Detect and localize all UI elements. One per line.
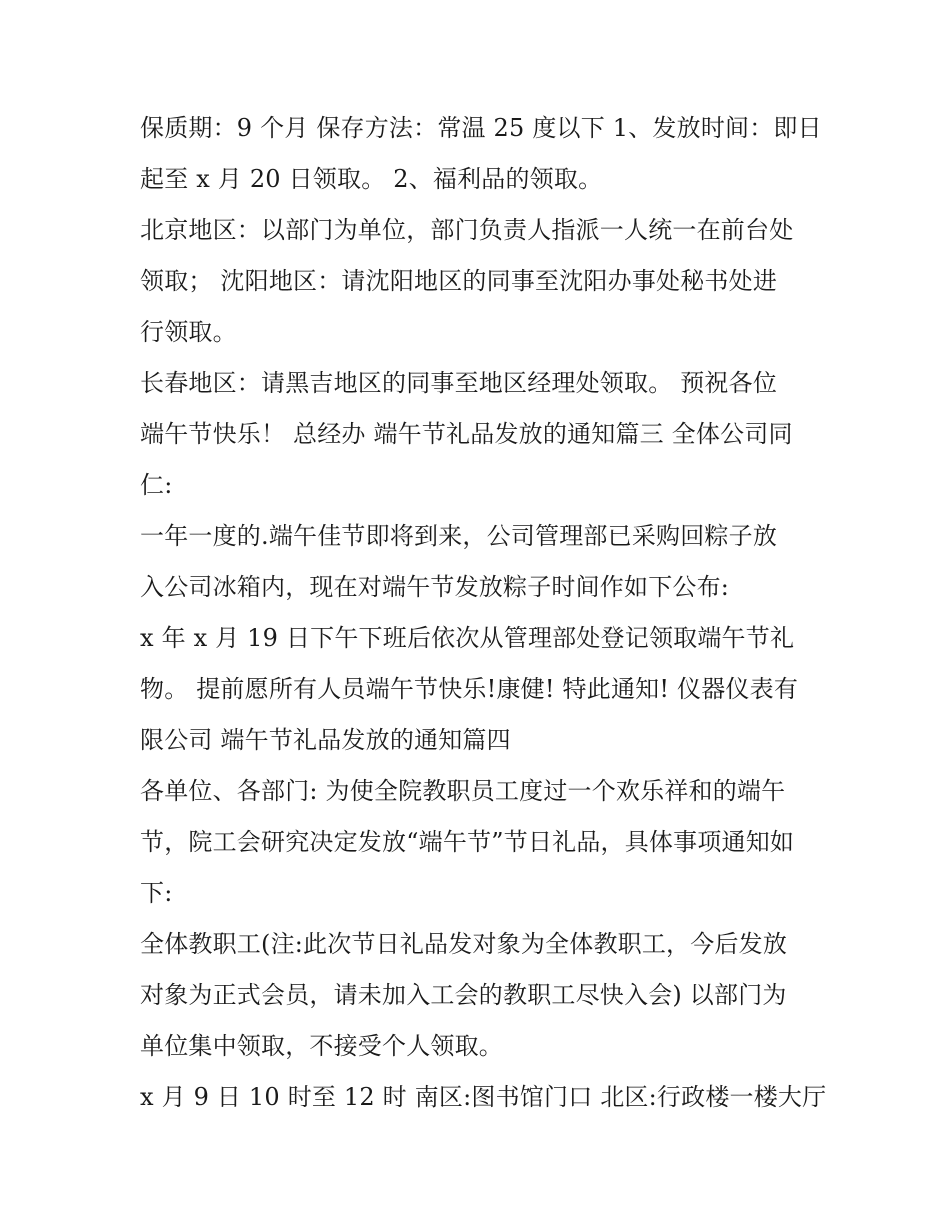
text-line: 仁: [140,471,173,499]
paragraph-time-location [140,1072,827,1123]
document-body [140,103,827,1123]
text-line: 北京地区：以部门为单位，部门负责人指派一人统一在前台处 [140,216,794,244]
text-line: 各单位、各部门: 为使全院教职员工度过一个欢乐祥和的端午 [140,777,786,805]
text-line: 保质期：9 个月 保存方法：常温 25 度以下 1、发放时间：即日 [140,114,822,142]
text-line: 下: [140,879,173,907]
text-line: 对象为正式会员，请未加入工会的教职工尽快入会) 以部门为 [140,981,787,1009]
paragraph-all-departments [140,766,820,919]
text-line: 端午节快乐！ 总经办 端午节礼品发放的通知篇三 全体公司同 [140,420,793,448]
text-line: 节，院工会研究决定发放“端午节”节日礼品，具体事项通知如 [140,828,795,856]
text-line: 物。 提前愿所有人员端午节快乐!康健! 特此通知! 仪器仪表有 [140,675,799,703]
paragraph-beijing-shenyang [140,205,820,358]
text-line: x 年 x 月 19 日下午下班后依次从管理部处登记领取端午节礼 [140,624,795,652]
paragraph-pickup-date [140,613,820,766]
text-line: 长春地区：请黑吉地区的同事至地区经理处领取。 预祝各位 [140,369,778,397]
text-line: 一年一度的.端午佳节即将到来，公司管理部已采购回粽子放 [140,522,778,550]
text-line: 全体教职工(注:此次节日礼品发对象为全体教职工，今后发放 [140,930,788,958]
text-line: x 月 9 日 10 时至 12 时 南区:图书馆门口 北区:行政楼一楼大厅 [140,1083,827,1111]
paragraph-all-staff [140,919,820,1072]
text-line: 单位集中领取，不接受个人领取。 [140,1032,503,1060]
text-line: 入公司冰箱内，现在对端午节发放粽子时间作如下公布: [140,573,730,601]
text-line: 领取； 沈阳地区：请沈阳地区的同事至沈阳办事处秘书处进 [140,267,778,295]
paragraph-changchun [140,358,820,511]
paragraph-annual-festival [140,511,820,613]
text-line: 限公司 端午节礼品发放的通知篇四 [140,726,511,754]
text-line: 起至 x 月 20 日领取。 2、福利品的领取。 [140,165,603,193]
paragraph-shelf-life [140,103,820,205]
text-line: 行领取。 [140,318,237,346]
